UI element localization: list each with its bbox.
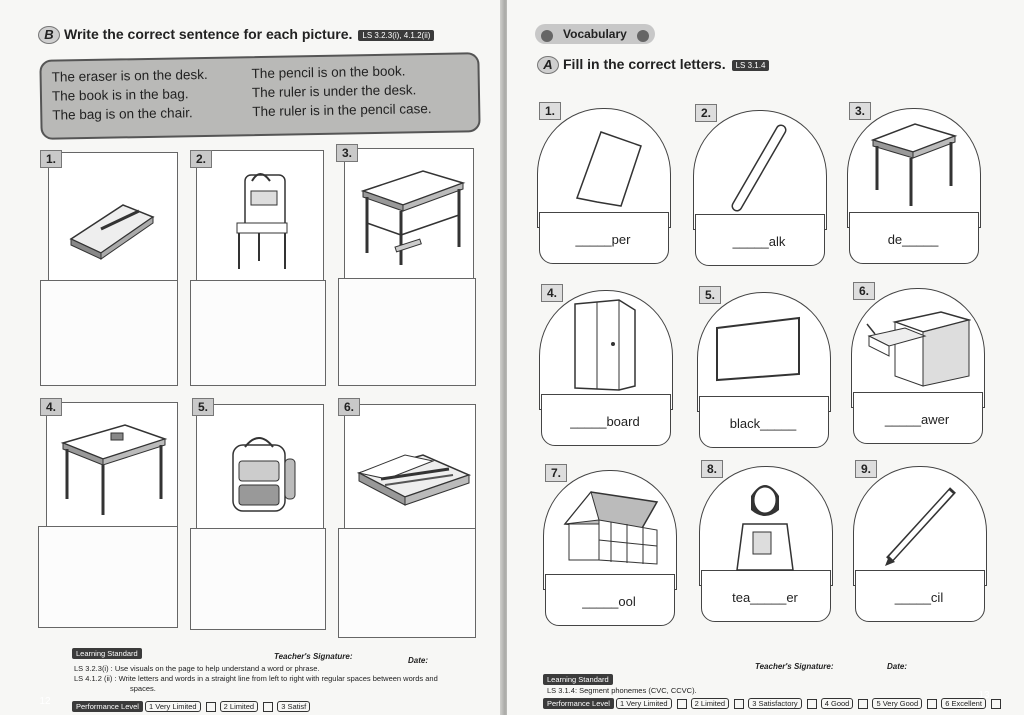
perf-checkbox-5[interactable] — [927, 699, 937, 709]
performance-level-row — [543, 698, 1003, 709]
learning-standard-tag: Learning Standard — [543, 674, 613, 685]
perf-level-4: 4 Good — [821, 698, 854, 709]
standard-line: spaces. — [130, 684, 156, 693]
section-a-tag: LS 3.1.4 — [732, 60, 770, 71]
vocabulary-banner: Vocabulary — [535, 24, 655, 44]
section-letter-badge: B — [38, 26, 60, 44]
fill-in-word[interactable]: _____board — [570, 414, 640, 429]
perf-level-2: 2 Limited — [691, 698, 729, 709]
ruler-in-pencil-case-icon — [345, 405, 475, 531]
answer-box-6[interactable] — [338, 528, 476, 638]
vocab-item-4 — [539, 286, 673, 446]
right-page — [507, 0, 1024, 715]
item-number: 9. — [855, 460, 877, 478]
standard-line: LS 4.1.2 (ii) : Write letters and words in a straight line from left to right with regular spaces between words and — [74, 674, 438, 683]
word-bank-sentence: The book is in the bag. — [51, 86, 189, 104]
bag-icon — [197, 405, 323, 529]
teacher-signature-label: Teacher's Signature: — [274, 652, 353, 661]
fill-in-word[interactable]: tea_____er — [732, 590, 798, 605]
picture-number: 5. — [192, 398, 214, 416]
vocab-item-6 — [851, 284, 985, 444]
word-bank-sentence: The ruler is under the desk. — [251, 82, 417, 101]
fill-in-word[interactable]: _____cil — [894, 590, 944, 605]
drawer-icon — [865, 306, 971, 390]
word-bank-sentence: The pencil is on the book. — [251, 63, 406, 82]
paper-icon — [557, 122, 647, 208]
fill-in-word[interactable]: black_____ — [729, 416, 797, 431]
picture-cell-2 — [196, 150, 324, 282]
fill-in-word[interactable]: _____awer — [884, 412, 950, 427]
desk-icon — [865, 118, 961, 212]
section-letter-badge: A — [537, 56, 559, 74]
chalk-icon — [713, 118, 803, 214]
ruler-under-desk-icon — [345, 149, 473, 281]
pencil-icon — [873, 476, 969, 572]
answer-box-1[interactable] — [40, 280, 178, 386]
perf-checkbox-3[interactable] — [807, 699, 817, 709]
word-bank-col-2 — [251, 61, 431, 121]
perf-checkbox-2[interactable] — [734, 699, 744, 709]
picture-cell-3 — [344, 148, 474, 282]
fill-in-word[interactable]: _____alk — [732, 234, 786, 249]
bag-on-chair-icon — [197, 151, 323, 281]
picture-number: 3. — [336, 144, 358, 162]
cupboard-icon — [569, 298, 641, 394]
item-number: 6. — [853, 282, 875, 300]
word-bank-sentence: The ruler is in the pencil case. — [252, 101, 432, 120]
perf-level-3: 3 Satisfactory — [748, 698, 801, 709]
perf-level-1: 1 Very Limited — [145, 701, 201, 712]
answer-box-3[interactable] — [338, 278, 476, 386]
picture-number: 1. — [40, 150, 62, 168]
vocab-item-9 — [853, 462, 987, 622]
fill-in-word[interactable]: _____ool — [582, 594, 636, 609]
standard-line: LS 3.2.3(i) : Use visuals on the page to help understand a word or phrase. — [74, 664, 320, 673]
picture-number: 4. — [40, 398, 62, 416]
pencil-on-book-icon — [49, 153, 177, 281]
school-icon — [561, 484, 661, 574]
eraser-on-desk-icon — [47, 403, 177, 527]
item-number: 5. — [699, 286, 721, 304]
learning-standard-label — [72, 648, 142, 659]
learning-standard-label — [543, 674, 613, 685]
learning-standard-text — [74, 664, 484, 694]
picture-number: 2. — [190, 150, 212, 168]
perf-checkbox-2[interactable] — [263, 702, 273, 712]
word-bank-sentence: The eraser is on the desk. — [51, 66, 208, 85]
teacher-signature-label: Teacher's Signature: — [755, 662, 834, 671]
performance-level-tag: Performance Level — [72, 701, 143, 712]
section-b-tag: LS 3.2.3(i), 4.1.2(ii) — [358, 30, 434, 41]
answer-box-2[interactable] — [190, 280, 326, 386]
date-label: Date: — [408, 656, 429, 665]
picture-number: 6. — [338, 398, 360, 416]
picture-cell-5 — [196, 404, 324, 530]
word-bank — [39, 52, 480, 140]
fill-in-word[interactable]: de_____ — [887, 232, 939, 247]
blackboard-icon — [713, 312, 813, 386]
left-page — [0, 0, 503, 715]
perf-checkbox-4[interactable] — [858, 699, 868, 709]
standard-line: LS 3.1.4: Segment phonemes (CVC, CCVC). — [547, 686, 697, 695]
perf-level-3: 3 Satisf — [277, 701, 310, 712]
perf-checkbox-1[interactable] — [677, 699, 687, 709]
vocab-item-7 — [543, 466, 677, 626]
teacher-icon — [729, 472, 801, 572]
performance-level-row — [72, 701, 313, 712]
vocab-item-3 — [847, 104, 981, 264]
vocab-item-1 — [537, 104, 671, 264]
word-bank-col-1 — [51, 65, 208, 125]
answer-box-5[interactable] — [190, 528, 326, 630]
section-a-title: Fill in the correct letters. — [563, 56, 726, 72]
item-number: 4. — [541, 284, 563, 302]
picture-cell-1 — [48, 152, 178, 282]
answer-box-4[interactable] — [38, 526, 178, 628]
fill-in-word[interactable]: _____per — [575, 232, 631, 247]
performance-level-tag: Performance Level — [543, 698, 614, 709]
section-b-heading — [38, 26, 434, 44]
item-number: 1. — [539, 102, 561, 120]
page-number-badge: 12 — [30, 691, 60, 713]
picture-cell-6 — [344, 404, 476, 532]
perf-level-5: 5 Very Good — [872, 698, 922, 709]
perf-level-1: 1 Very Limited — [616, 698, 672, 709]
page-number-badge: 13 — [969, 685, 999, 707]
date-label: Date: — [887, 662, 908, 671]
item-number: 8. — [701, 460, 723, 478]
vocab-item-5 — [697, 288, 831, 448]
perf-checkbox-1[interactable] — [206, 702, 216, 712]
perf-level-2: 2 Limited — [220, 701, 258, 712]
vocab-item-8 — [699, 462, 833, 622]
item-number: 3. — [849, 102, 871, 120]
learning-standard-tag: Learning Standard — [72, 648, 142, 659]
perf-level-6: 6 Excellent — [941, 698, 986, 709]
picture-cell-4 — [46, 402, 178, 528]
item-number: 2. — [695, 104, 717, 122]
word-bank-sentence: The bag is on the chair. — [52, 105, 193, 123]
section-b-title: Write the correct sentence for each picture. — [64, 26, 353, 42]
vocab-item-2 — [693, 106, 827, 266]
item-number: 7. — [545, 464, 567, 482]
section-a-heading — [537, 56, 769, 74]
